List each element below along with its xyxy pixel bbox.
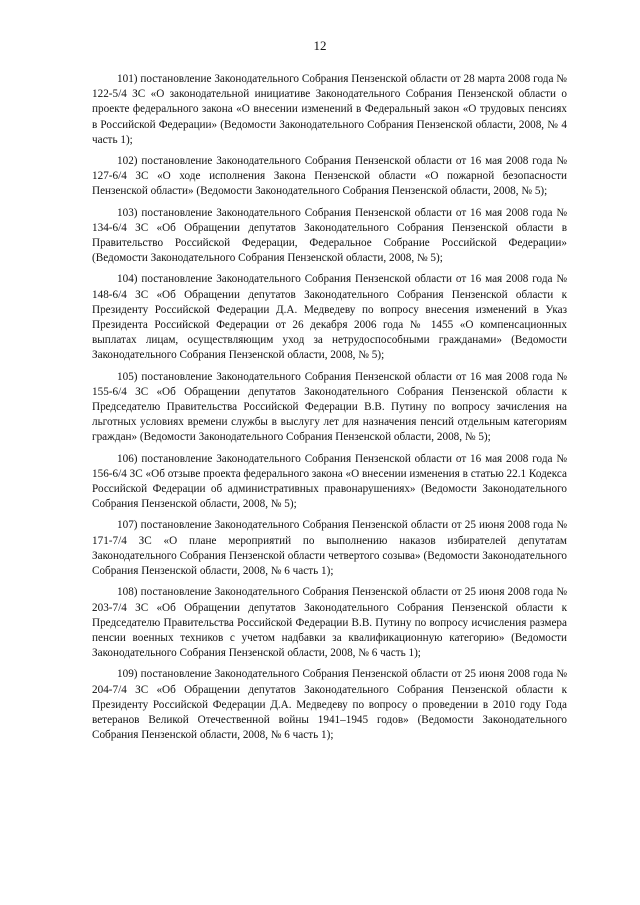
list-item: 103) постановление Законодательного Собрания Пензенской области от 16 мая 2008 года № 134-6/4 ЗС «Об Обращении депутатов Законодательного Собрания Пензенской области в Правительство Российской Федерации, Федеральное Собрание Российской Федерации» (Ведомости Законодательного Собрания Пензенской области, 2008, № 5);	[92, 206, 567, 265]
list-item: 101) постановление Законодательного Собрания Пензенской области от 28 марта 2008 года № 122-5/4 ЗС «О законодательной инициативе Законодательного Собрания Пензенской области о проекте федерального закона «О внесении изменений в Федеральный закон «О трудовых пенсиях в Российской Федерации» (Ведомости Законодательного Собрания Пензенской области, 2008, № 4 часть 1);	[92, 73, 567, 146]
document-body	[92, 72, 567, 749]
list-item: 107) постановление Законодательного Собрания Пензенской области от 25 июня 2008 года № 171-7/4 ЗС «О плане мероприятий по выполнению наказов избирателей депутатам Законодательного Собрания Пензенской области четвертого созыва» (Ведомости Законодательного Собрания Пензенской области, 2008, № 6 часть 1);	[92, 519, 567, 578]
list-item: 106) постановление Законодательного Собрания Пензенской области от 16 мая 2008 года № 156-6/4 ЗС «Об отзыве проекта федерального закона «О внесении изменения в статью 22.1 Кодекса Российской Федерации об административных правонарушениях» (Ведомости Законодательного Собрания Пензенской области, 2008, № 5);	[92, 452, 567, 511]
list-item: 102) постановление Законодательного Собрания Пензенской области от 16 мая 2008 года № 127-6/4 ЗС «О ходе исполнения Закона Пензенской области «О пожарной безопасности Пензенской области» (Ведомости Законодательного Собрания Пензенской области, 2008, № 5);	[92, 155, 567, 198]
list-item: 105) постановление Законодательного Собрания Пензенской области от 16 мая 2008 года № 155-6/4 ЗС «Об Обращении депутатов Законодательного Собрания Пензенской области к Председателю Правительства Российской Федерации В.В. Путину по вопросу зачисления на льготных условиях времени службы в выслугу лет для назначения пенсий отдельным категориям граждан» (Ведомости Законодательного Собрания Пензенской области, 2008, № 5);	[92, 370, 567, 444]
list-item: 109) постановление Законодательного Собрания Пензенской области от 25 июня 2008 года № 204-7/4 ЗС «Об Обращении депутатов Законодательного Собрания Пензенской области к Президенту Российской Федерации Д.А. Медведеву по вопросу о проведении в 2010 году Года ветеранов Великой Отечественной войны 1941–1945 годов» (Ведомости Законодательного Собрания Пензенской области, 2008, № 6 часть 1);	[92, 668, 567, 742]
list-item: 108) постановление Законодательного Собрания Пензенской области от 25 июня 2008 года № 203-7/4 ЗС «Об Обращении депутатов Законодательного Собрания Пензенской области к Председателю Правительства Российской Федерации В.В. Путину по вопросу исчисления размера пенсии военных техников с учетом надбавки за квалификационную категорию» (Ведомости Законодательного Собрания Пензенской области, 2008, № 6 часть 1);	[92, 586, 567, 660]
list-item: 104) постановление Законодательного Собрания Пензенской области от 16 мая 2008 года № 148-6/4 ЗС «Об Обращении депутатов Законодательного Собрания Пензенской области к Президенту Российской Федерации Д.А. Медведеву по вопросу внесения изменений в Указ Президента Российской Федерации от 26 декабря 2006 года № 1455 «О компенсационных выплатах лицам, осуществляющим уход за нетрудоспособными гражданами» (Ведомости Законодательного Собрания Пензенской области, 2008, № 5);	[92, 273, 567, 362]
page-number: 12	[313, 38, 327, 53]
